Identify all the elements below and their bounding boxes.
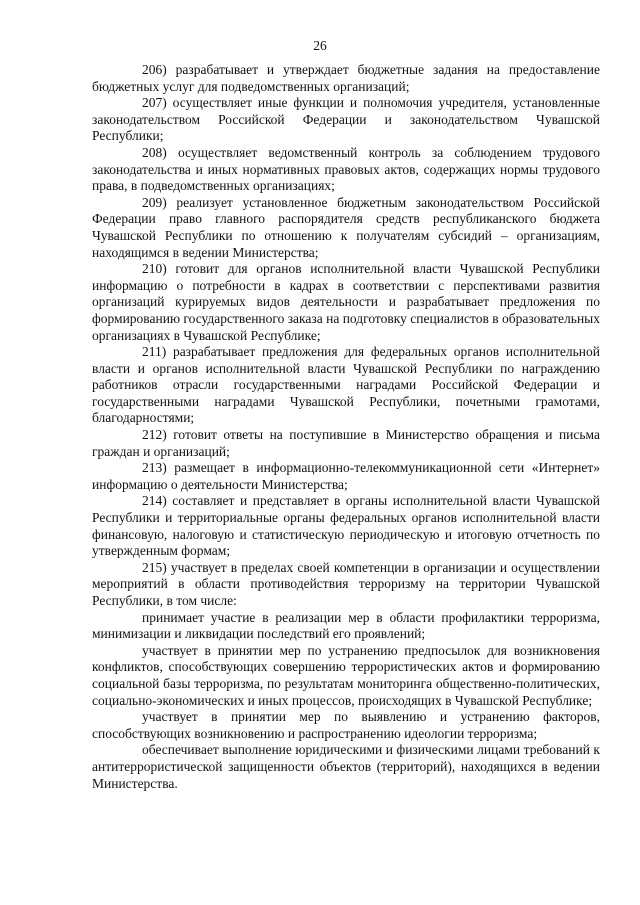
paragraph-207: 207) осуществляет иные функции и полномочия учредителя, установленные законодательством Российской Федерации и законодательством Чувашской Республики;	[92, 95, 600, 144]
document-body	[92, 62, 600, 792]
paragraph-215-item-4: обеспечивает выполнение юридическими и физическими лицами требований к антитеррористической защищенности объектов (территорий), находящихся в ведении Министерства.	[92, 742, 600, 791]
paragraph-212: 212) готовит ответы на поступившие в Министерство обращения и письма граждан и организаций;	[92, 427, 600, 459]
paragraph-210: 210) готовит для органов исполнительной власти Чувашской Республики информацию о потребности в кадрах в соответствии с перспективами развития организаций курируемых видов деятельности и разрабатывает предложения по формированию государственного заказа на подготовку специалистов в образовательных организациях в Чувашской Республике;	[92, 261, 600, 343]
paragraph-215: 215) участвует в пределах своей компетенции в организации и осуществлении мероприятий в области противодействия терроризму на территории Чувашской Республики, в том числе:	[92, 559, 600, 608]
paragraph-214: 214) составляет и представляет в органы исполнительной власти Чувашской Республики и территориальные органы федеральных органов исполнительной власти финансовую, налоговую и статистическую периодическую и итоговую отчетность по утвержденным формам;	[92, 493, 600, 559]
paragraph-206: 206) разрабатывает и утверждает бюджетные задания на предоставление бюджетных услуг для подведомственных организаций;	[92, 62, 600, 94]
paragraph-215-item-3: участвует в принятии мер по выявлению и устранению факторов, способствующих возникновению и распространению идеологии терроризма;	[92, 709, 600, 741]
paragraph-215-item-1: принимает участие в реализации мер в области профилактики терроризма, минимизации и ликвидации последствий его проявлений;	[92, 609, 600, 642]
paragraph-209: 209) реализует установленное бюджетным законодательством Российской Федерации право главного распорядителя средств республиканского бюджета Чувашской Республики по отношению к получателям субсидий – организациям, находящимся в ведении Министерства;	[92, 194, 600, 260]
paragraph-208: 208) осуществляет ведомственный контроль за соблюдением трудового законодательства и иных нормативных правовых актов, содержащих нормы трудового права, в подведомственных организациях;	[92, 144, 600, 194]
paragraph-211: 211) разрабатывает предложения для федеральных органов исполнительной власти и органов исполнительной власти Чувашской Республики по награждению работников отрасли государственными наградами Российской Федерации и государственными наградами Чувашской Республики, почетными грамотами, благодарностями;	[92, 344, 600, 426]
page-number: 26	[313, 38, 327, 53]
paragraph-213: 213) размещает в информационно-телекоммуникационной сети «Интернет» информацию о деятельности Министерства;	[92, 460, 600, 492]
paragraph-215-item-2: участвует в принятии мер по устранению предпосылок для возникновения конфликтов, способствующих совершению террористических актов и формированию социальной базы терроризма, по результатам мониторинга общественно-политических, социально-экономических и иных процессов, происходящих в Чувашской Республике;	[92, 642, 600, 708]
